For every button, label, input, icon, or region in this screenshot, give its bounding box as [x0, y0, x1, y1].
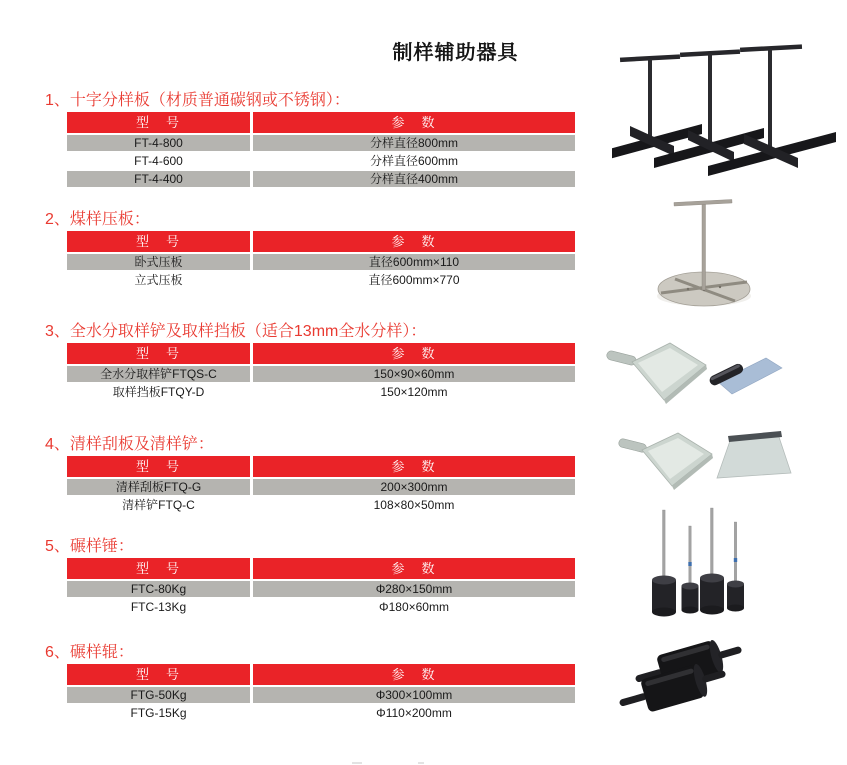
spec-table-5 [67, 558, 575, 615]
model-cell: 全水分取样铲FTQS-C [67, 366, 250, 382]
param-cell: 108×80×50mm [373, 498, 455, 512]
section-4-heading: 4、清样刮板及清样铲： [45, 436, 214, 453]
col-header-param: 参 数 [253, 343, 575, 364]
model-cell: 清样刮板FTQ-G [67, 479, 250, 495]
param-cell: Φ300×100mm [253, 687, 575, 703]
col-header-param: 参 数 [253, 231, 575, 252]
section-3-heading: 3、全水分取样铲及取样挡板（适合13mm全水分样）： [45, 323, 427, 340]
spec-table-6 [67, 664, 575, 721]
model-cell: FT-4-600 [134, 154, 183, 168]
param-cell: 分样直径600mm [369, 154, 458, 168]
sampling-scoop-and-baffle-image [606, 334, 786, 421]
model-cell: FT-4-800 [67, 135, 250, 151]
model-cell: 卧式压板 [67, 254, 250, 270]
model-cell: 立式压板 [134, 273, 183, 287]
page-edge-mark [418, 762, 424, 764]
param-cell: 直径600mm×110 [253, 254, 575, 270]
baffle [708, 358, 782, 394]
param-cell: 直径600mm×770 [368, 273, 460, 287]
model-cell: FT-4-400 [67, 171, 250, 187]
col-header-model: 型 号 [67, 231, 250, 252]
col-header-model: 型 号 [67, 456, 250, 477]
section-2-heading: 2、煤样压板： [45, 211, 150, 228]
param-cell: 150×90×60mm [253, 366, 575, 382]
param-cell: Φ110×200mm [376, 706, 452, 720]
col-header-param: 参 数 [253, 558, 575, 579]
spec-table-2 [67, 231, 575, 288]
page-title: 制样辅助器具 [392, 42, 519, 64]
model-cell: 清样铲FTQ-C [122, 498, 195, 512]
col-header-param: 参 数 [253, 112, 575, 133]
model-cell: 取样挡板FTQY-D [112, 385, 205, 399]
model-cell: FTG-50Kg [67, 687, 250, 703]
cross-sample-dividers-image [612, 42, 837, 187]
section-5-heading: 5、碾样锤： [45, 538, 134, 555]
grinding-rollers-image [616, 636, 746, 721]
cleaning-scoop-and-scraper-image [618, 426, 793, 503]
grinding-hammers-image [648, 506, 753, 626]
param-cell: 150×120mm [380, 385, 448, 399]
col-header-param: 参 数 [253, 456, 575, 477]
col-header-model: 型 号 [67, 558, 250, 579]
param-cell: 分样直径800mm [253, 135, 575, 151]
model-cell: FTG-15Kg [130, 706, 187, 720]
col-header-model: 型 号 [67, 112, 250, 133]
press-plate-image [652, 190, 757, 320]
section-6-heading: 6、碾样辊： [45, 644, 134, 661]
scraper [717, 431, 791, 478]
model-cell: FTC-13Kg [130, 600, 187, 614]
page-edge-mark [352, 762, 362, 764]
param-cell: Φ280×150mm [253, 581, 575, 597]
scoop [618, 433, 713, 490]
param-cell: Φ180×60mm [379, 600, 449, 614]
col-header-model: 型 号 [67, 664, 250, 685]
model-cell: FTC-80Kg [67, 581, 250, 597]
col-header-model: 型 号 [67, 343, 250, 364]
scoop [606, 343, 707, 404]
section-1-heading: 1、十字分样板（材质普通碳钢或不锈钢）： [45, 92, 350, 109]
spec-table-4 [67, 456, 575, 513]
param-cell: 200×300mm [253, 479, 575, 495]
param-cell: 分样直径400mm [253, 171, 575, 187]
col-header-param: 参 数 [253, 664, 575, 685]
spec-table-3 [67, 343, 575, 400]
spec-table-1 [67, 112, 575, 187]
